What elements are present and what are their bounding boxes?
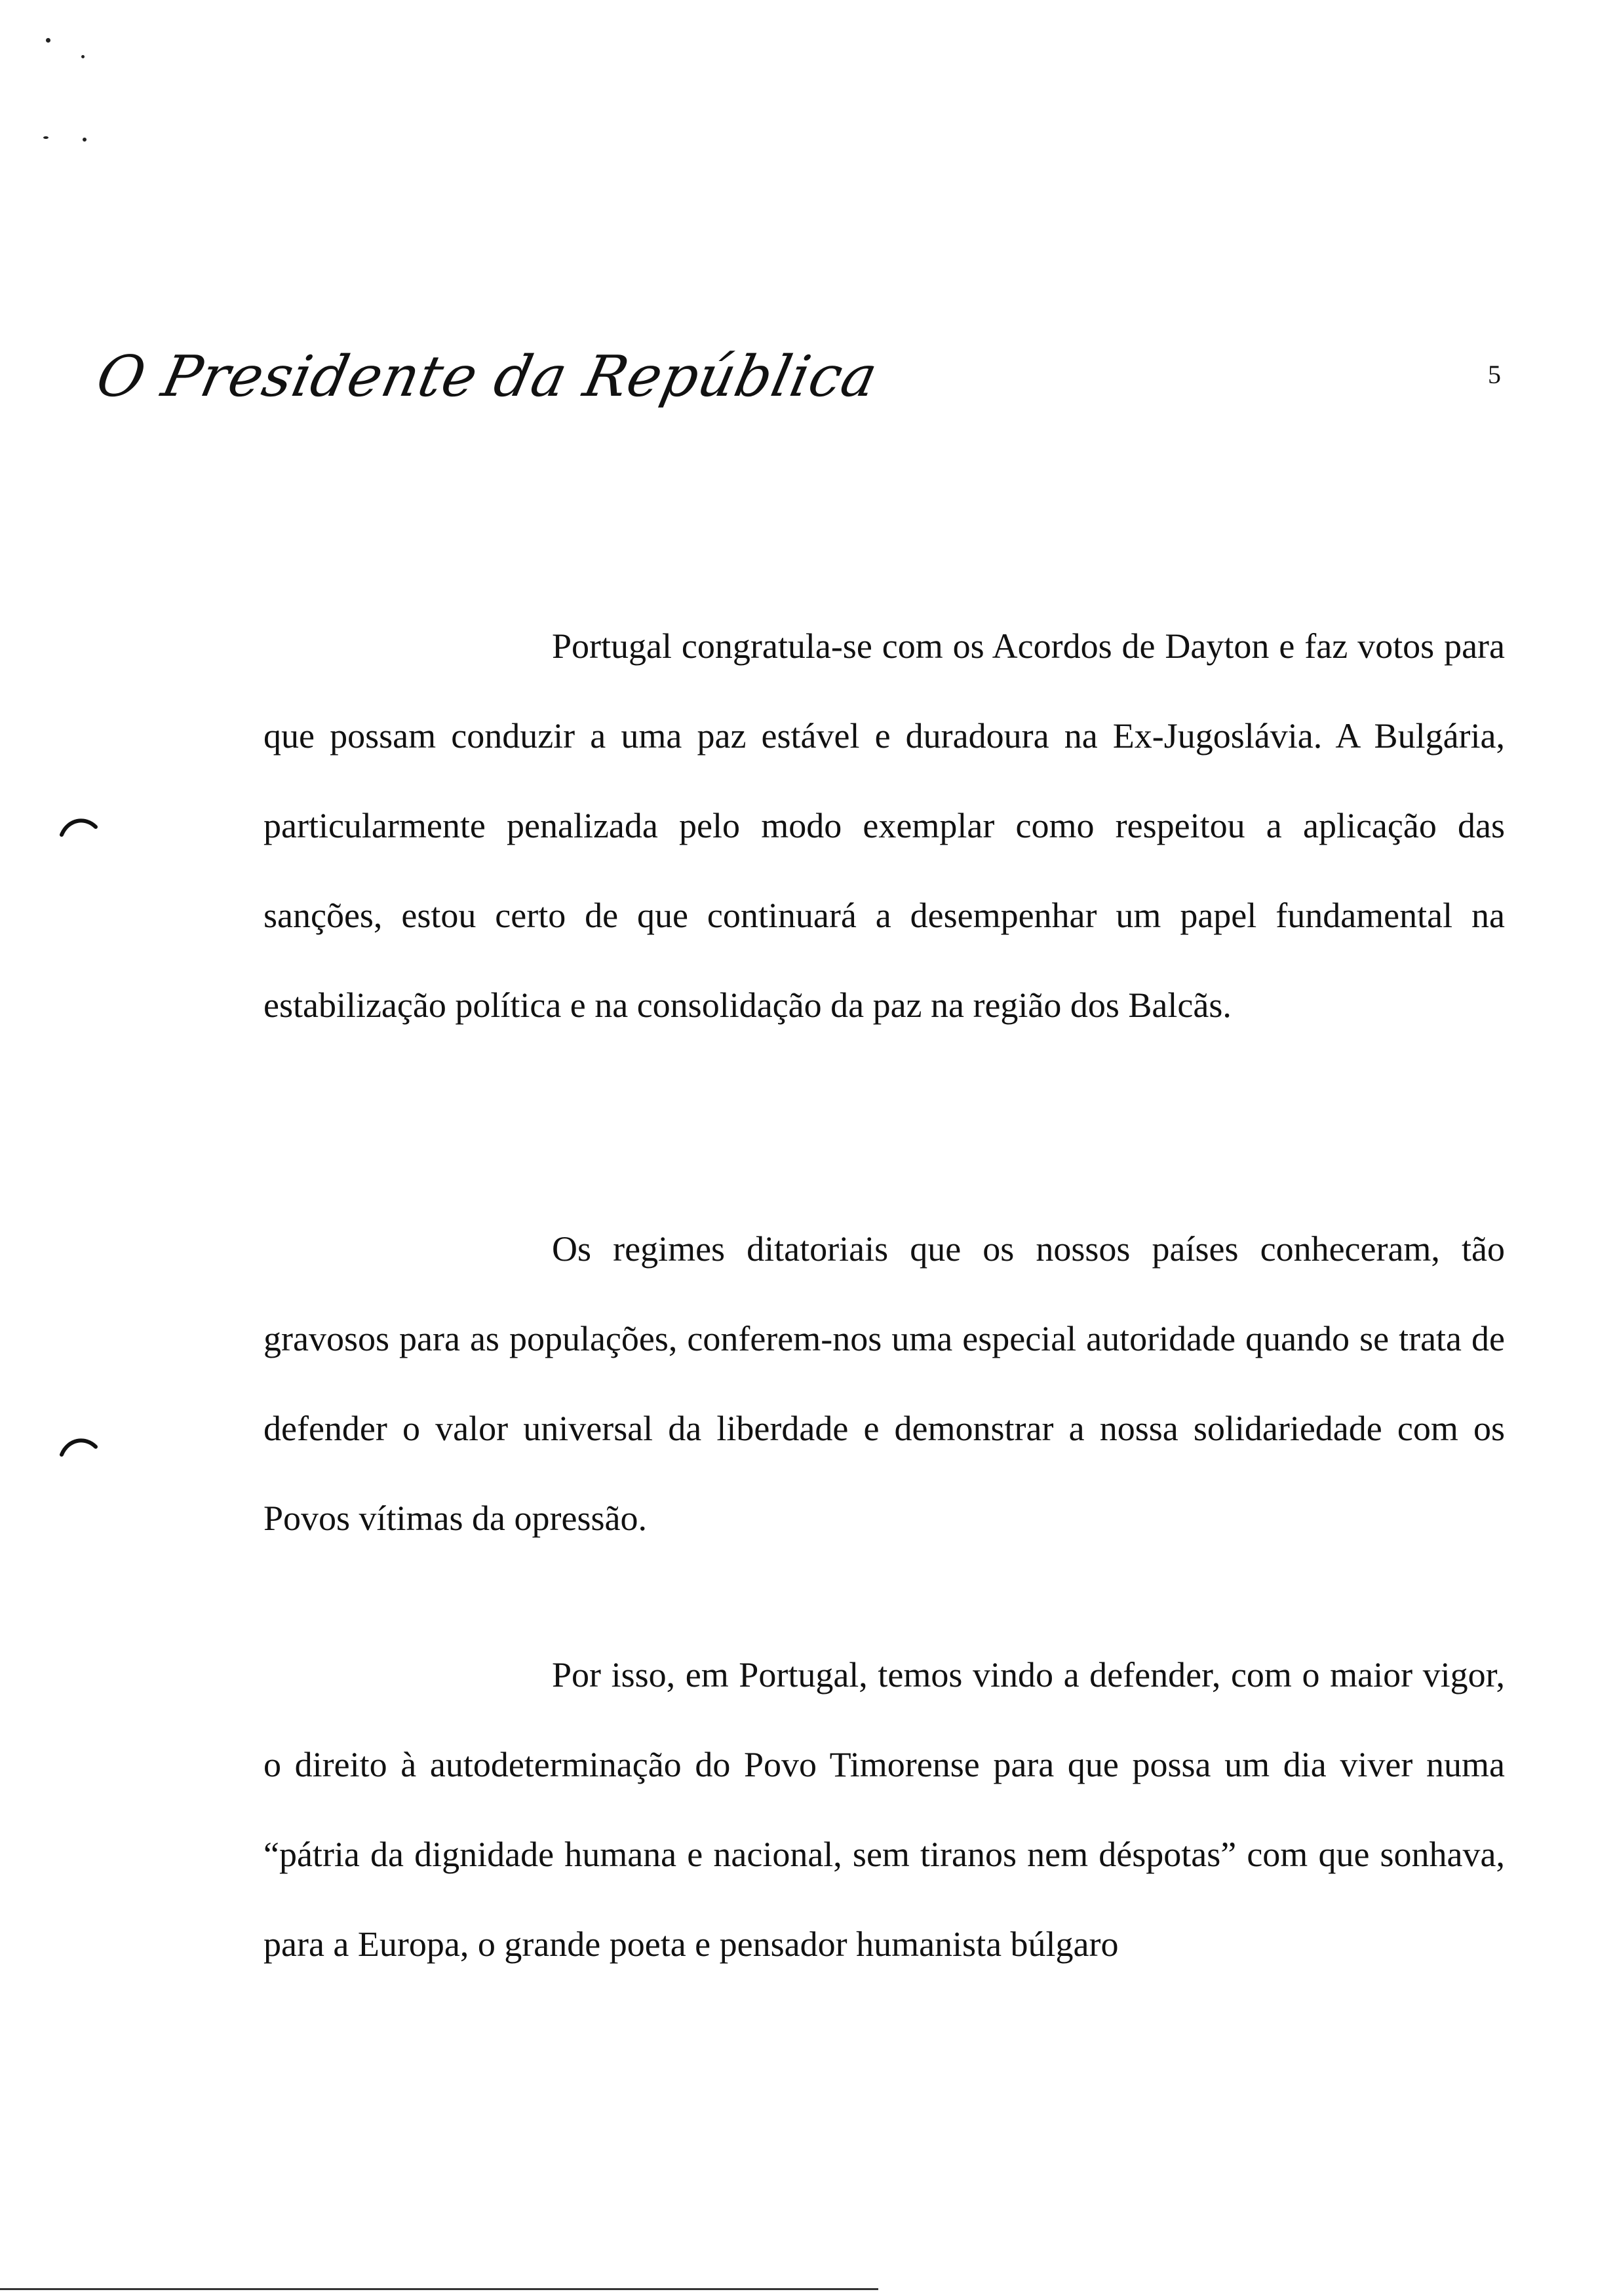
scan-speck <box>46 38 50 43</box>
scan-speck <box>81 55 85 58</box>
scan-bottom-edge <box>0 2288 878 2290</box>
binder-hole-mark <box>59 1432 98 1459</box>
binder-hole-mark <box>59 813 98 839</box>
paragraph-text: Os regimes ditatoriais que os nossos países conheceram, tão gravosos para as populações, conferem-nos uma especial autoridade quando se trata de defender o valor universal da liberdade e demonstrar a nossa solidariedade com os Povos vítimas da opressão. <box>263 1229 1505 1538</box>
page-number: 5 <box>1488 360 1501 389</box>
scan-speck <box>83 138 87 142</box>
body-paragraph <box>263 1204 1505 1563</box>
scan-speck <box>43 136 49 139</box>
paragraph-text: Por isso, em Portugal, temos vindo a defender, com o maior vigor, o direito à autodeterminação do Povo Timorense para que possa um dia viver numa “pátria da dignidade humana e nacional, sem tiranos nem déspotas” com que sonhava, para a Europa, o grande poeta e pensador humanista búlgaro <box>263 1655 1505 1964</box>
letterhead-title: O Presidente da República <box>90 344 884 410</box>
body-paragraph <box>263 602 1505 1050</box>
body-paragraph <box>263 1630 1505 1989</box>
paragraph-text: Portugal congratula-se com os Acordos de Dayton e faz votos para que possam conduzir a uma paz estável e duradoura na Ex-Jugoslávia. A Bulgária, particularmente penalizada pelo modo exemplar como respeitou a aplicação das sanções, estou certo de que continuará a desempenhar um papel fundamental na estabilização política e na consolidação da paz na região dos Balcãs. <box>263 626 1505 1025</box>
